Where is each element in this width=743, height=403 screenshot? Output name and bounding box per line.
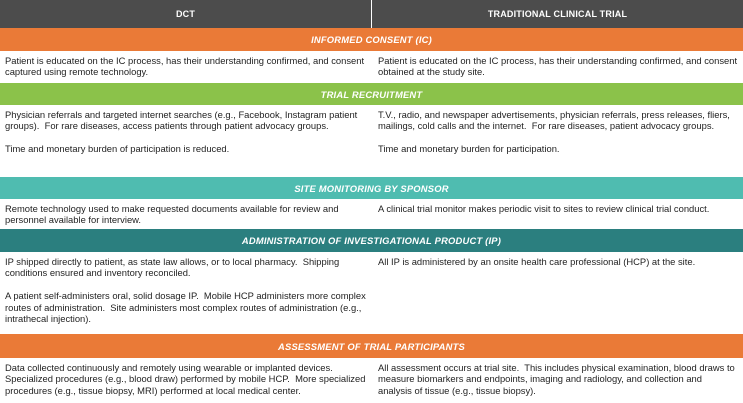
table-row <box>0 199 743 229</box>
section-assessment: ASSESSMENT OF TRIAL PARTICIPANTS <box>0 334 743 358</box>
traditional-cell: Patient is educated on the IC process, has their understanding confirmed, and consent obtained at the study site. <box>371 51 743 83</box>
table-row <box>0 252 743 334</box>
section-site-monitoring: SITE MONITORING BY SPONSOR <box>0 177 743 199</box>
table-row <box>0 105 743 177</box>
traditional-cell: All IP is administered by an onsite health care professional (HCP) at the site. <box>371 252 743 334</box>
traditional-cell: T.V., radio, and newspaper advertisements, physician referrals, press releases, fliers, mailings, cold calls and the internet. For rare diseases, patient advocacy groups. Time and monetary burden for participation. <box>371 105 743 177</box>
table-header <box>0 0 743 28</box>
table-row <box>0 51 743 83</box>
table-row <box>0 358 743 403</box>
dct-cell: Remote technology used to make requested documents available for review and personnel available for interview. <box>5 203 342 226</box>
section-administration-ip: ADMINISTRATION OF INVESTIGATIONAL PRODUCT (IP) <box>0 229 743 252</box>
header-traditional: TRADITIONAL CLINICAL TRIAL <box>371 0 743 28</box>
traditional-cell: A clinical trial monitor makes periodic visit to sites to review clinical trial conduct. <box>371 199 743 229</box>
section-trial-recruitment: TRIAL RECRUITMENT <box>0 83 743 105</box>
section-informed-consent: INFORMED CONSENT (IC) <box>0 28 743 51</box>
dct-cell: Patient is educated on the IC process, has their understanding confirmed, and consent captured using remote technology. <box>5 55 367 78</box>
dct-cell: Physician referrals and targeted internet searches (e.g., Facebook, Instagram patient groups). For rare diseases, access patients through patient advocacy groups. Time and monetary burden of participation is reduced. <box>5 109 358 155</box>
dct-cell: Data collected continuously and remotely using wearable or implanted devices. Specialized procedures (e.g., blood draw) performed by mobile HCP. More specialized procedures (e.g., tissue biopsy, MRI) performed at local medical center. <box>5 362 369 396</box>
header-dct: DCT <box>0 0 371 28</box>
dct-cell: IP shipped directly to patient, as state law allows, or to local pharmacy. Shipping conditions ensured and inventory reconciled. A patient self-administers oral, solid dosage IP. Mobile HCP administers more complex routes of administration. Site administers most complex routes of administration (e.g., intrathecal injection). <box>5 256 366 325</box>
traditional-cell: All assessment occurs at trial site. This includes physical examination, blood draws to measure biomarkers and endpoints, imaging and radiology, and collection and analysis of tissue (e.g., tissue biopsy). <box>371 358 743 403</box>
